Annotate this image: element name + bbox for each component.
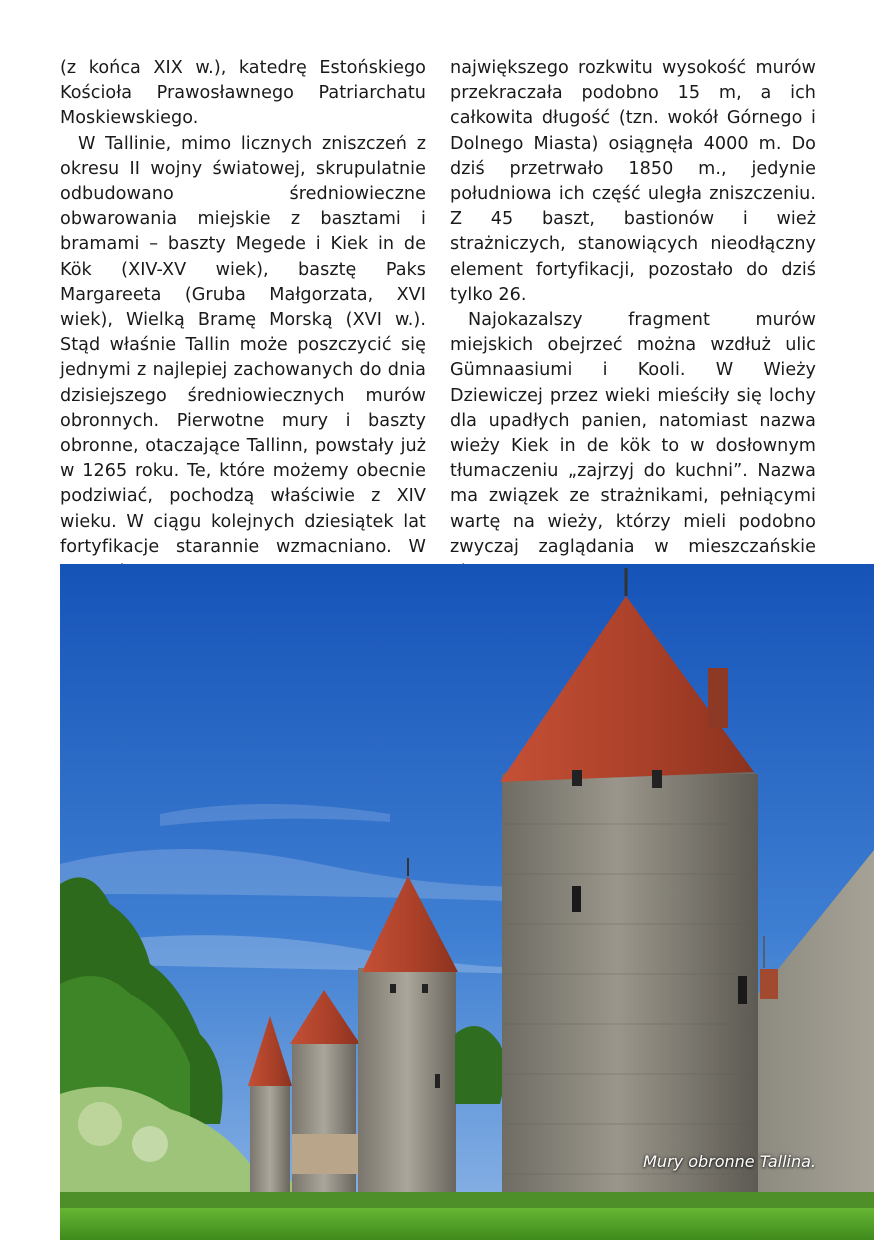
- paragraph: W Tallinie, mimo licznych zniszczeń z okresu II wojny światowej, skrupulatnie odbudowano średniowieczne obwarowania miejskie z basztami i bramami – baszty Megede i Kiek in de Kök (XIV-XV wiek), basztę Paks Margareeta (Gruba Małgorzata, XVI wiek), Wielką Bramę Morską (XVI w.). Stąd właśnie Tallin może poszczycić się jednymi z najlepiej zachowanych do dnia dzisiejszego średniowiecznych murów obronnych. Pierwotne mury i baszty obronne, otaczające Tallinn, powstały już w 1265 roku. Te, które możemy obecnie podziwiać, pochodzą właściwie z XIV wieku. W ciągu kolejnych dziesiątek lat fortyfikacje starannie wzmacniano. W: [60, 133, 426, 557]
- right-column: [450, 56, 816, 607]
- photo-caption: Mury obronne Tallina.: [643, 1152, 816, 1171]
- left-column: [60, 56, 426, 585]
- paragraph: Najokazalszy fragment murów miejskich obejrzeć można wzdłuż ulic Gümnaasiumi i Kooli. W Wieży Dziewiczej przez wieki mieściły się lochy dla upadłych panien, natomiast nazwa wieży Kiek in de kök to w dosłownym tłumaczeniu „zajrzyj do kuchni”. Nazwa ma związek ze strażnikami, pełniącymi wartę na wieży, którzy mieli podobno zwyczaj zaglądania w mieszczańskie: [450, 310, 816, 557]
- paragraph: największego rozkwitu wysokość murów przekraczała podobno 15 m, a ich całkowita długość (tzn. wokół Górnego i Dolnego Miasta) osiągnęła 4000 m. Do dziś przetrwało 1850 m., jedynie południowa ich część uległa zniszczeniu. Z 45 baszt, bastionów i wież strażniczych, stanowiących nieodłączny element fortyfikacji, pozostało do dziś tylko 26.: [450, 58, 816, 305]
- city-walls-photo: [60, 564, 874, 1240]
- paragraph: (z końca XIX w.), katedrę Estońskiego Kościoła Prawosławnego Patriarchatu Moskiewskiego.: [60, 58, 426, 129]
